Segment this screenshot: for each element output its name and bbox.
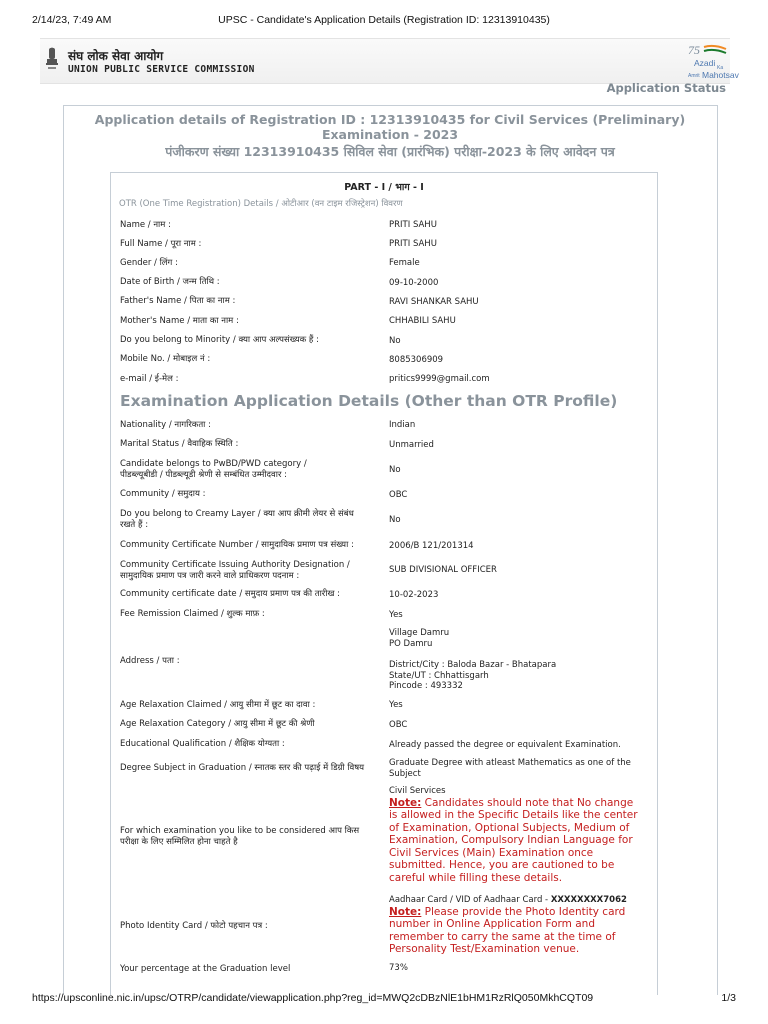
gender-value: Female <box>389 258 420 268</box>
azadi-ka-amrit-mahotsav-logo <box>674 41 739 81</box>
print-datetime: 2/14/23, 7:49 AM <box>32 14 112 26</box>
address-label: Address / पता : <box>120 656 180 666</box>
address-value <box>389 628 641 692</box>
marital-status-value: Unmarried <box>389 440 434 450</box>
pwbd-label: Candidate belongs to PwBD/PWD category / पीडब्ल्यूबीडी / पीडब्ल्यूडी श्रेणी से सम्बंधित उम्मीदवार : <box>120 459 307 480</box>
address-line: Village Damru <box>389 628 450 638</box>
photo-id-note <box>389 906 641 956</box>
name-value: PRITI SAHU <box>389 220 437 230</box>
fee-remission-label: Fee Remission Claimed / शुल्क माफ़ : <box>120 609 265 619</box>
dob-label: Date of Birth / जन्म तिथि : <box>120 277 220 287</box>
mobile-value: 8085306909 <box>389 355 444 365</box>
name-label: Name / नाम : <box>120 220 171 230</box>
education-value: Already passed the degree or equivalent Examination. <box>389 740 621 750</box>
print-title: UPSC - Candidate's Application Details (Registration ID: 12313910435) <box>218 14 550 26</box>
exam-choice-value <box>389 786 641 884</box>
marital-status-label: Marital Status / वैवाहिक स्थिति : <box>120 439 239 449</box>
print-footer <box>0 992 768 1006</box>
photo-id-number: XXXXXXXX7062 <box>550 895 627 905</box>
svg-text:Ka: Ka <box>717 65 724 71</box>
cert-date-value: 10-02-2023 <box>389 590 439 600</box>
mother-name-label: Mother's Name / माता का नाम : <box>120 316 239 326</box>
full-name-value: PRITI SAHU <box>389 239 437 249</box>
gender-label: Gender / लिंग : <box>120 258 178 268</box>
svg-text:75: 75 <box>688 43 700 57</box>
father-name-label: Father's Name / पिता का नाम : <box>120 296 236 306</box>
address-line: Pincode : 493332 <box>389 681 463 691</box>
address-line: State/UT : Chhattisgarh <box>389 670 489 681</box>
exam-section-heading: Examination Application Details (Other than OTR Profile) <box>120 392 618 410</box>
age-relaxation-category-value: OBC <box>389 720 408 730</box>
photo-id-type: Aadhaar Card / VID of Aadhaar Card - <box>389 895 551 905</box>
photo-id-value <box>389 895 641 956</box>
note-heading: Note: <box>389 796 422 809</box>
email-value: pritics9999@gmail.com <box>389 374 490 384</box>
email-label: e-mail / ई-मेल : <box>120 374 179 384</box>
community-cert-number-label: Community Certificate Number / सामुदायिक प्रमाण पत्र संख्या : <box>120 540 354 550</box>
community-label: Community / समुदाय : <box>120 489 206 499</box>
print-page-number: 1/3 <box>721 992 736 1004</box>
exam-choice-note <box>389 797 641 885</box>
svg-text:Amrit: Amrit <box>688 73 700 79</box>
org-name-hindi: संघ लोक सेवा आयोग <box>68 49 164 63</box>
community-cert-number-value: 2006/B 121/201314 <box>389 541 474 551</box>
creamy-layer-value: No <box>389 515 401 525</box>
national-emblem-icon <box>44 45 60 75</box>
page-title-hindi: पंजीकरण संख्या 12313910435 सिविल सेवा (प्रारंभिक) परीक्षा-2023 के लिए आवेदन पत्र <box>165 144 615 159</box>
mobile-label: Mobile No. / मोबाइल नं : <box>120 354 211 364</box>
age-relaxation-label: Age Relaxation Claimed / आयु सीमा में छूट का दावा : <box>120 700 316 710</box>
creamy-layer-label: Do you belong to Creamy Layer / क्या आप क्रीमी लेयर से संबंध रखते हैं : <box>120 509 354 530</box>
age-relaxation-category-label: Age Relaxation Category / आयु सीमा में छूट की श्रेणी <box>120 719 315 729</box>
svg-text:Mahotsav: Mahotsav <box>702 70 739 80</box>
exam-choice-label <box>120 826 378 847</box>
cert-authority-label: Community Certificate Issuing Authority Designation / सामुदायिक प्रमाण पत्र जारी करने वाले प्राधिकरण पदनाम : <box>120 560 350 581</box>
education-label: Educational Qualification / शैक्षिक योग्यता : <box>120 739 285 749</box>
svg-text:Azadi: Azadi <box>694 58 716 68</box>
note-text: Please provide the Photo Identity card number in Online Application Form and remember to carry the same at the time of Personality Test/Examination venue. <box>389 905 626 955</box>
degree-subject-label: Degree Subject in Graduation / स्नातक स्तर की पढ़ाई में डिग्री विषय <box>120 763 365 773</box>
part-heading: PART - I / भाग - I <box>344 182 424 193</box>
community-value: OBC <box>389 490 408 500</box>
address-line: District/City : Baloda Bazar - Bhatapara <box>389 660 557 670</box>
nationality-label: Nationality / नागरिकता : <box>120 420 211 430</box>
note-heading: Note: <box>389 905 422 918</box>
age-relaxation-value: Yes <box>389 700 403 710</box>
graduation-percentage-label: Your percentage at the Graduation level <box>120 964 291 974</box>
father-name-value: RAVI SHANKAR SAHU <box>389 297 479 307</box>
org-name-english: UNION PUBLIC SERVICE COMMISSION <box>68 64 255 75</box>
degree-subject-value: Graduate Degree with atleast Mathematics as one of the Subject <box>389 758 631 779</box>
pwbd-value: No <box>389 465 401 475</box>
exam-choice-name: Civil Services <box>389 786 446 796</box>
photo-id-label: Photo Identity Card / फोटो पहचान पत्र : <box>120 921 268 931</box>
upsc-banner <box>40 38 739 84</box>
mother-name-value: CHHABILI SAHU <box>389 316 456 326</box>
print-url: https://upsconline.nic.in/upsc/OTRP/candidate/viewapplication.php?reg_id=MWQ2cDBzNlE1bHM1RzRlQ050MkhCQT09 <box>32 992 594 1004</box>
dob-value: 09-10-2000 <box>389 278 439 288</box>
minority-value: No <box>389 336 401 346</box>
page-title: Application details of Registration ID : 12313910435 for Civil Services (Preliminary) Examination - 2023 <box>94 112 686 142</box>
graduation-percentage-value: 73% <box>389 963 408 973</box>
otr-section-label: OTR (One Time Registration) Details / ओटीआर (वन टाइम रजिस्ट्रेशन) विवरण <box>119 199 403 209</box>
cert-date-label: Community certificate date / समुदाय प्रमाण पत्र की तारीख : <box>120 589 340 599</box>
full-name-label: Full Name / पूरा नाम : <box>120 239 202 249</box>
fee-remission-value: Yes <box>389 610 403 620</box>
note-text: Candidates should note that No change is allowed in the Specific Details like the center of Examination, Optional Subjects, Medium of Examination, Compulsory Indian Language for Civil Services (Main) Examination once submitted. Hence, you are cautioned to be careful while filling these details. <box>389 796 638 884</box>
application-status-link[interactable]: Application Status <box>606 81 726 95</box>
nationality-value: Indian <box>389 420 416 430</box>
exam-choice-label-en: For which examination you like to be considered <box>120 826 326 836</box>
minority-label: Do you belong to Minority / क्या आप अल्पसंख्यक हैं : <box>120 335 319 345</box>
cert-authority-value: SUB DIVISIONAL OFFICER <box>389 565 497 575</box>
exam-choice-label-hi: आप किस परीक्षा के लिए सम्मिलित होना चाहते है <box>120 826 360 847</box>
print-header <box>0 14 768 28</box>
address-line: PO Damru <box>389 638 433 649</box>
